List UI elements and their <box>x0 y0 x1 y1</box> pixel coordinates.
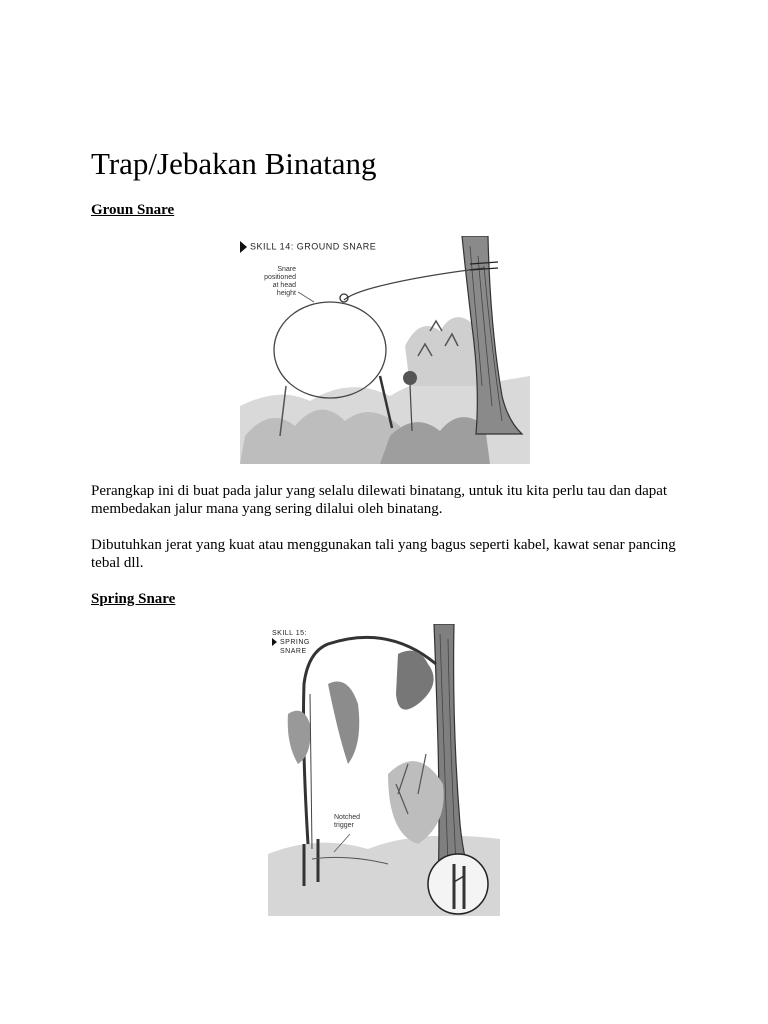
spring-snare-callout: Notched trigger <box>334 814 361 829</box>
section-heading-spring-snare: Spring Snare <box>91 591 176 607</box>
spring-snare-illustration <box>268 624 500 916</box>
ground-snare-callout: Snare positioned at head height <box>264 266 296 297</box>
ground-snare-skill-label: SKILL 14: GROUND SNARE <box>240 241 376 253</box>
pointer-arrow-icon <box>240 241 247 253</box>
paragraph-materials: Dibutuhkan jerat yang kuat atau menggunakan tali yang bagus seperti kabel, kawat senar pancing tebal dll. <box>91 537 676 571</box>
page-title: Trap/Jebakan Binatang <box>91 146 377 181</box>
ground-snare-illustration <box>240 236 530 464</box>
paragraph-trail-description: Perangkap ini di buat pada jalur yang selalu dilewati binatang, untuk itu kita perlu tau dan dapat membedakan jalur mana yang sering dilalui oleh binatang. <box>91 483 668 517</box>
spring-snare-drawing <box>268 624 500 916</box>
section-heading-ground-snare: Groun Snare <box>91 202 175 218</box>
spring-snare-skill-label: SKILL 15: SPRING SNARE <box>272 630 310 655</box>
pointer-arrow-icon <box>272 638 277 646</box>
